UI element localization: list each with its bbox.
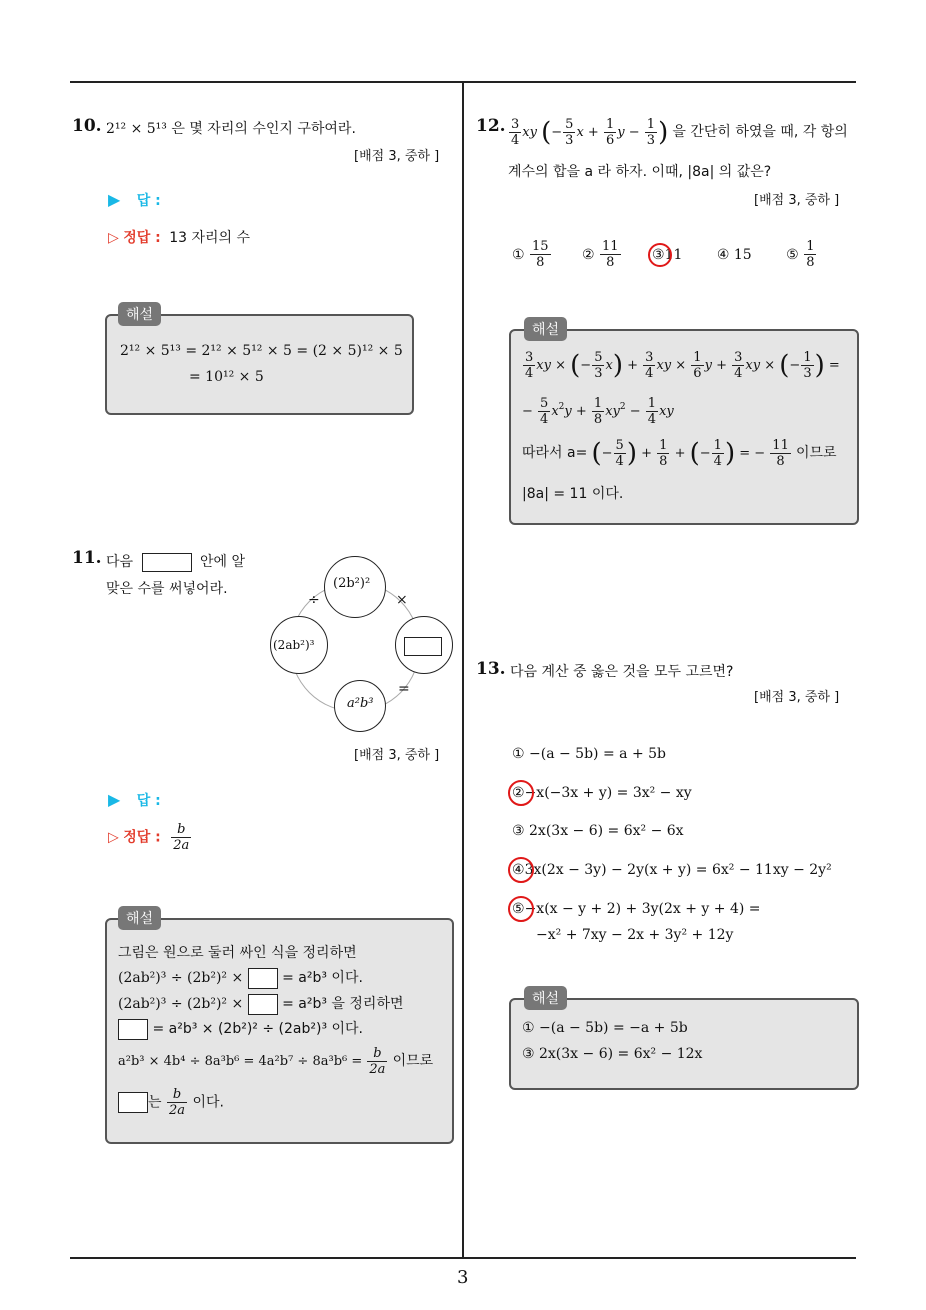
play-icon: ▶	[108, 190, 121, 209]
diagram-top-expr: (2b²)²	[333, 576, 371, 591]
diagram-bottom-expr: a²b³	[347, 696, 374, 711]
bottom-rule	[70, 1257, 856, 1259]
q13-item-5: ⑤−x(x − y + 2) + 3y(2x + y + 4) =	[512, 901, 761, 917]
diagram-op-divide: ÷	[308, 592, 320, 608]
q10-text: 은 몇 자리의 수인지 구하여라.	[171, 121, 356, 137]
q13-exp-line2: ③ 2x(3x − 6) = 6x² − 12x	[522, 1046, 703, 1062]
q12-selected-mark-circle	[648, 243, 672, 267]
q11-question-line1	[106, 551, 245, 572]
page-number: 3	[457, 1267, 469, 1288]
q12-choice-3: ③11	[652, 246, 683, 263]
q13-item-5-continued: −x² + 7xy − 2x + 3y² + 12y	[536, 927, 734, 943]
q11-blank-box	[142, 553, 192, 572]
exp-blank-box	[248, 968, 278, 989]
q11-question-line2: 맞은 수를 써넣어라.	[106, 581, 228, 597]
q11-circle-diagram	[270, 552, 455, 732]
q11-exp-line6: 는 $\frac{b}{2a}$ 이다.	[118, 1087, 224, 1118]
q11-correct-label: 정답 :	[123, 829, 161, 846]
q11-text2: 안에 알	[199, 554, 245, 570]
q13-selected-mark-circle-4	[508, 857, 534, 883]
exp-fraction: $\frac{b}{2a}$	[369, 1046, 386, 1077]
q11-correct-row	[108, 822, 192, 853]
q11-explanation-tag: 해설	[118, 906, 161, 930]
q11-text1: 다음	[106, 554, 134, 570]
diagram-blank-box	[404, 637, 442, 656]
exp-blank-box	[248, 994, 278, 1015]
q11-exp-line5: a²b³ × 4b⁴ ÷ 8a³b⁶ = 4a²b⁷ ÷ 8a³b⁶ = $\frac{b}{2a}$ 이므로	[118, 1046, 434, 1077]
q11-exp-line1: 그림은 원으로 둘러 싸인 식을 정리하면	[118, 945, 357, 961]
diagram-left-expr: (2ab²)³	[273, 638, 315, 652]
q13-explanation-box	[509, 998, 859, 1090]
q12-question-line2: 계수의 합을 a 라 하자. 이때, |8a| 의 값은?	[508, 164, 772, 180]
exp-fraction: $\frac{b}{2a}$	[168, 1087, 186, 1118]
q11-exp-line3: (2ab²)³ ÷ (2b²)² × = a²b³ 을 정리하면	[118, 993, 404, 1015]
q12-text-a: 을 간단히 하였을 때, 각 항의	[672, 124, 848, 140]
q12-choice-1: ① $\frac{15}{8}$	[512, 239, 549, 270]
q12-choice-5: ⑤ $\frac{1}{8}$	[786, 239, 815, 270]
q10-exp-line1: 2¹² × 5¹³ = 2¹² × 5¹² × 5 = (2 × 5)¹² × 5	[120, 343, 403, 359]
q11-number: 11.	[72, 548, 102, 568]
q10-answer-row	[108, 190, 161, 210]
q12-exp-line4: |8a| = 11 이다.	[522, 486, 624, 502]
q13-exp-line1: ① −(a − 5b) = −a + 5b	[522, 1020, 688, 1036]
play-icon: ▶	[108, 790, 121, 809]
q12-choice-4: ④ 15	[716, 246, 752, 263]
q13-item-2: ②−x(−3x + y) = 3x² − xy	[512, 785, 692, 801]
q13-question: 다음 계산 중 옳은 것을 모두 고르면?	[510, 664, 734, 680]
q10-correct-row	[108, 227, 250, 247]
q10-explanation-box	[105, 314, 414, 415]
q10-question	[106, 118, 356, 138]
exp-blank-box	[118, 1092, 148, 1113]
q12-number: 12.	[476, 116, 506, 136]
diagram-op-multiply: ×	[396, 592, 408, 608]
diagram-op-equals: =	[398, 681, 410, 697]
q10-explanation-tag: 해설	[118, 302, 161, 326]
q13-number: 13.	[476, 659, 506, 679]
q10-correct-answer: 13 자리의 수	[169, 230, 251, 246]
q13-item-1: ① −(a − 5b) = a + 5b	[512, 746, 666, 762]
q12-explanation-tag: 해설	[524, 317, 567, 341]
triangle-outline-icon: ▷	[108, 230, 119, 246]
q13-explanation-tag: 해설	[524, 986, 567, 1010]
q13-selected-mark-circle-2	[508, 780, 534, 806]
triangle-outline-icon: ▷	[108, 829, 119, 846]
q12-exp-line1: $\frac{3}{4}$ xy × (− $\frac{5}{3}$ x) + $\frac{3}{4}$ xy × $\frac{1}{6}$ y + $\frac{3}{4}$ xy × (− $\frac{1}{3}$ ) =	[525, 350, 840, 381]
q13-selected-mark-circle-5	[508, 896, 534, 922]
q10-exp-line2: = 10¹² × 5	[189, 369, 264, 385]
q11-answer-label: 답 :	[136, 793, 161, 809]
q11-exp-line4: = a²b³ × (2b²)² ÷ (2ab²)³ 이다.	[118, 1018, 363, 1040]
q13-item-4: ④3x(2x − 3y) − 2y(x + y) = 6x² − 11xy − 2y²	[512, 862, 832, 878]
q11-exp-line2: (2ab²)³ ÷ (2b²)² × = a²b³ 이다.	[118, 967, 363, 989]
q10-correct-label: 정답 :	[123, 230, 161, 246]
q12-score: [배점 3, 중하 ]	[754, 193, 840, 208]
q11-correct-fraction: $\frac{b}{2a}$	[173, 822, 190, 853]
q12-exp-line3: 따라서 a= (− $\frac{5}{4}$ ) + $\frac{1}{8}$ + (− $\frac{1}{4}$ ) = − $\frac{11}{8}$ 이므로	[522, 438, 837, 469]
column-divider	[462, 83, 464, 1259]
q12-exp-line2: − $\frac{5}{4}$ $x^2y$ + $\frac{1}{8}$ $xy^2$ − $\frac{1}{4}$ xy	[522, 396, 674, 427]
q10-score: [배점 3, 중하 ]	[354, 149, 440, 164]
q10-answer-label: 답 :	[136, 193, 161, 209]
exp-blank-box	[118, 1019, 148, 1040]
q10-number: 10.	[72, 116, 102, 136]
q11-answer-row	[108, 790, 161, 810]
q13-item-3: ③ 2x(3x − 6) = 6x² − 6x	[512, 823, 684, 839]
q12-question-line1: $\frac{3}{4}$ xy (− $\frac{5}{3}$ x + $\frac{1}{6}$ y − $\frac{1}{3}$ ) 을 간단히 하였을 때, 각 항의	[511, 117, 848, 148]
q11-score: [배점 3, 중하 ]	[354, 748, 440, 763]
q13-score: [배점 3, 중하 ]	[754, 690, 840, 705]
q12-choice-2: ② $\frac{11}{8}$	[582, 239, 619, 270]
q10-expression: 2¹² × 5¹³	[106, 121, 167, 137]
